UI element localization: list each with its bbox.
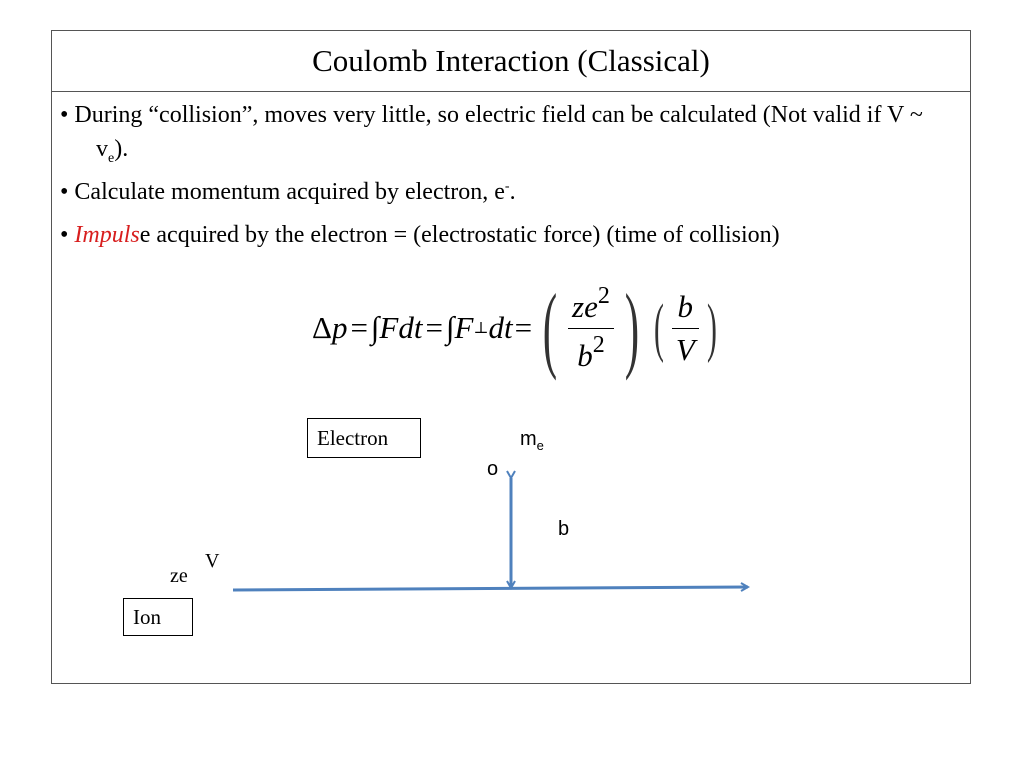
eq-fdt: Fdt — [379, 310, 423, 345]
eq-den-b: b — [577, 337, 593, 373]
electron-label-box — [307, 418, 421, 458]
bullet-impulse-highlight: Impuls — [74, 222, 140, 248]
slide-title: Coulomb Interaction (Classical) — [312, 43, 710, 78]
eq-paren-left-2: ( — [653, 291, 664, 364]
eq-perp: ⊥ — [473, 320, 489, 337]
bullet-impulse-text: e acquired by the electron = (electrostatic force) (time of collision) — [139, 222, 780, 248]
mass-sub-e: e — [536, 438, 544, 453]
ion-velocity-label: V — [205, 550, 220, 572]
electron-label: Electron — [317, 425, 389, 450]
eq-num-exp: 2 — [597, 282, 610, 309]
eq-paren-left-1: ( — [542, 274, 558, 381]
eq-den-exp: 2 — [592, 331, 605, 358]
eq-f: F — [454, 310, 474, 345]
ion-charge-label: ze — [170, 565, 188, 587]
mass-m: m — [520, 428, 537, 450]
eq-equals-1: = — [350, 310, 368, 345]
eq-equals-2: = — [425, 310, 443, 345]
eq-dt: dt — [488, 310, 513, 345]
eq-p: p — [331, 310, 348, 345]
bullet-collision-sub: e — [108, 150, 115, 166]
eq-paren-right-1: ) — [624, 274, 640, 381]
eq-integral-1: ∫ — [370, 310, 380, 345]
impact-parameter-label: b — [558, 518, 570, 540]
eq-integral-2: ∫ — [445, 310, 455, 345]
bullet-momentum-end: . — [509, 179, 516, 205]
eq-den-v: V — [675, 331, 695, 367]
electron-marker: o — [487, 458, 499, 480]
bullet-impulse-marker: • — [60, 222, 75, 248]
electron-mass-label — [520, 428, 544, 453]
ion-label-box — [123, 598, 193, 636]
eq-num-ze: ze — [572, 288, 598, 324]
bullet-momentum-text: • Calculate momentum acquired by electron, e — [60, 179, 505, 205]
bullet-momentum-sup: - — [504, 179, 510, 194]
ion-label: Ion — [133, 604, 161, 629]
bullet-collision-end: ). — [114, 136, 129, 162]
bullet-collision-text: • During “collision”, moves very little, so electric field can be calculated (Not valid if V ~ v — [60, 102, 923, 162]
eq-paren-right-2: ) — [706, 291, 717, 364]
ion-trajectory-arrow — [233, 587, 748, 590]
eq-num-b: b — [677, 288, 694, 324]
eq-equals-3: = — [514, 310, 533, 345]
eq-delta: Δ — [312, 310, 332, 345]
